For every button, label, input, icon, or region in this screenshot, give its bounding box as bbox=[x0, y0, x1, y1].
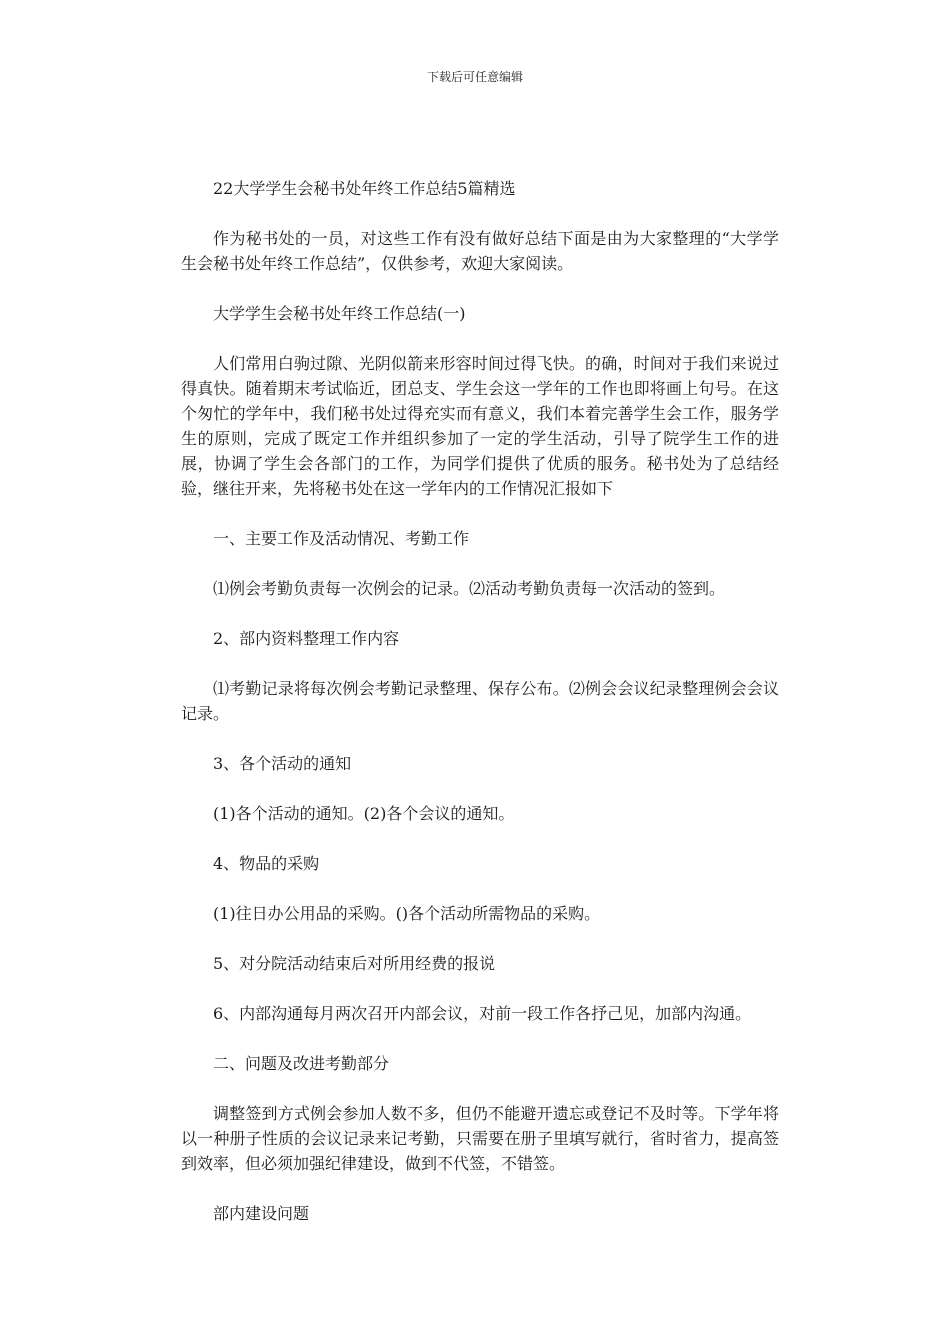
list-item: ⑴例会考勤负责每一次例会的记录。⑵活动考勤负责每一次活动的签到。 bbox=[213, 579, 726, 598]
page-header-note: 下载后可任意编辑 bbox=[426, 70, 523, 84]
document-body bbox=[181, 176, 779, 1251]
section-heading: 一、主要工作及活动情况、考勤工作 bbox=[213, 529, 470, 548]
section-heading: 3、各个活动的通知 bbox=[213, 754, 352, 773]
section-title: 大学学生会秘书处年终工作总结(一) bbox=[213, 304, 466, 323]
section-heading: 5、对分院活动结束后对所用经费的报说 bbox=[213, 954, 496, 973]
section-heading: 二、问题及改进考勤部分 bbox=[213, 1054, 390, 1073]
list-item: (1)各个活动的通知。(2)各个会议的通知。 bbox=[213, 804, 515, 823]
list-item: ⑴考勤记录将每次例会考勤记录整理、保存公布。⑵例会会议纪录整理例会会议记录。 bbox=[181, 679, 779, 723]
list-item: (1)往日办公用品的采购。()各个活动所需物品的采购。 bbox=[213, 904, 601, 923]
intro-paragraph: 作为秘书处的一员，对这些工作有没有做好总结下面是由为大家整理的“大学学生会秘书处年终工作总结”，仅供参考，欢迎大家阅读。 bbox=[181, 229, 779, 273]
section-heading: 2、部内资料整理工作内容 bbox=[213, 629, 400, 648]
section-heading: 6、内部沟通每月两次召开内部会议，对前一段工作各抒己见，加部内沟通。 bbox=[213, 1004, 752, 1023]
body-paragraph: 人们常用白驹过隙、光阴似箭来形容时间过得飞快。的确，时间对于我们来说过得真快。随着期末考试临近，团总支、学生会这一学年的工作也即将画上句号。在这个匆忙的学年中，我们秘书处过得充实而有意义，我们本着完善学生会工作，服务学生的原则，完成了既定工作并组织参加了一定的学生活动，引导了院学生工作的进展，协调了学生会各部门的工作，为同学们提供了优质的服务。秘书处为了总结经验，继往开来，先将秘书处在这一学年内的工作情况汇报如下 bbox=[181, 354, 779, 498]
body-paragraph: 调整签到方式例会参加人数不多，但仍不能避开遗忘或登记不及时等。下学年将以一种册子性质的会议记录来记考勤，只需要在册子里填写就行，省时省力，提高签到效率，但必须加强纪律建设，做到不代签，不错签。 bbox=[181, 1104, 779, 1173]
document-title: 22大学学生会秘书处年终工作总结5篇精选 bbox=[213, 179, 516, 198]
section-heading: 部内建设问题 bbox=[213, 1204, 310, 1223]
section-heading: 4、物品的采购 bbox=[213, 854, 320, 873]
